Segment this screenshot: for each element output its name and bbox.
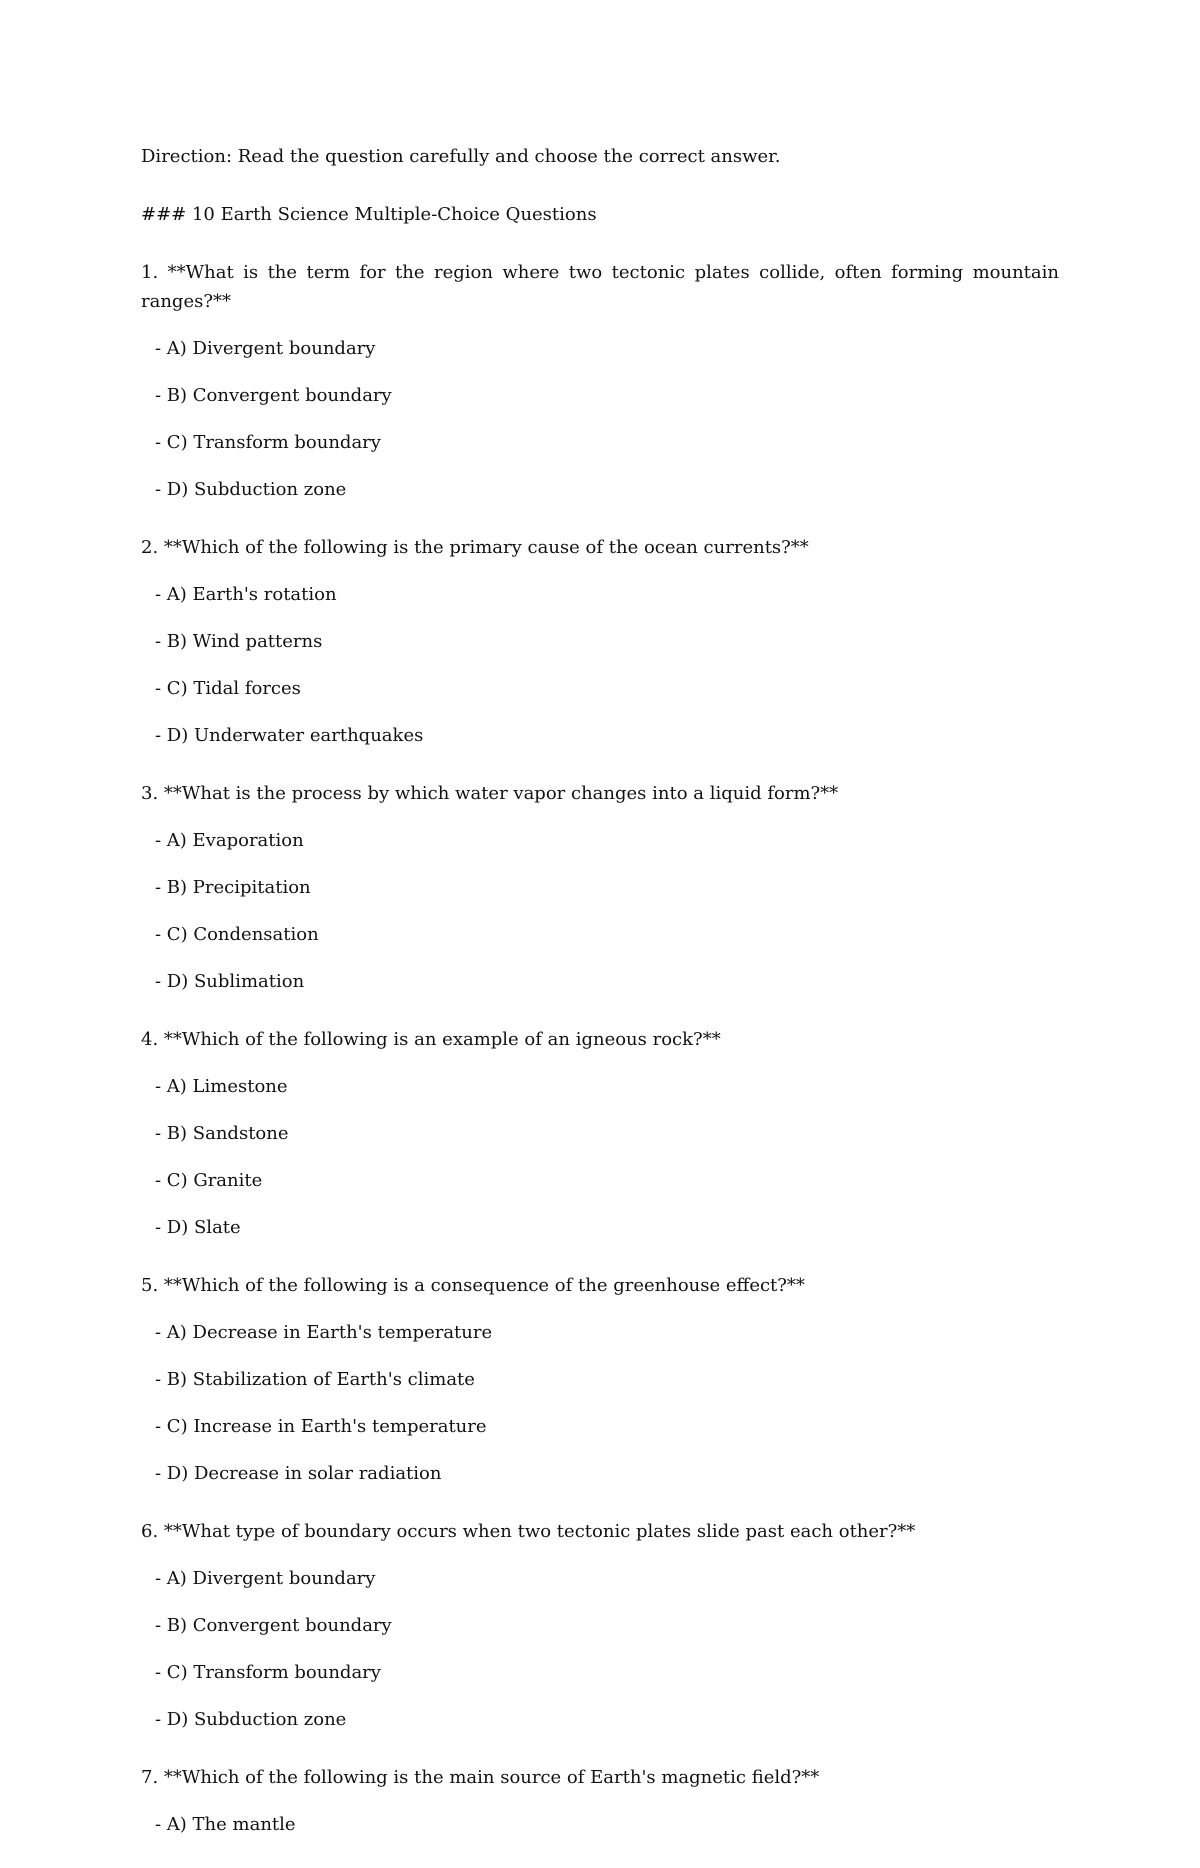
question-4 — [141, 1025, 1059, 1242]
option-b: - B) Wind patterns — [155, 631, 323, 652]
question-7 — [141, 1763, 1059, 1839]
option-d: - D) Decrease in solar radiation — [155, 1463, 442, 1484]
option-c: - C) Granite — [155, 1170, 263, 1191]
option-c: - C) Increase in Earth's temperature — [155, 1416, 487, 1437]
option-d: - D) Underwater earthquakes — [155, 725, 424, 746]
option-c: - C) Tidal forces — [155, 678, 301, 699]
option-a: - A) Divergent boundary — [155, 1568, 376, 1589]
option-b: - B) Stabilization of Earth's climate — [155, 1369, 475, 1390]
option-c: - C) Transform boundary — [155, 432, 381, 453]
option-d: - D) Sublimation — [155, 971, 305, 992]
question-text: 4. **Which of the following is an example of an igneous rock?** — [141, 1029, 721, 1050]
question-text: 5. **Which of the following is a consequence of the greenhouse effect?** — [141, 1275, 805, 1296]
question-6 — [141, 1517, 1059, 1734]
document-page — [141, 142, 1059, 1868]
option-d: - D) Slate — [155, 1217, 241, 1238]
direction-text: Direction: Read the question carefully and choose the correct answer. — [141, 146, 781, 167]
question-1 — [141, 258, 1059, 504]
option-b: - B) Precipitation — [155, 877, 311, 898]
option-b: - B) Convergent boundary — [155, 1615, 392, 1636]
option-d: - D) Subduction zone — [155, 479, 347, 500]
question-text: 6. **What type of boundary occurs when two tectonic plates slide past each other?** — [141, 1521, 916, 1542]
question-text: 3. **What is the process by which water vapor changes into a liquid form?** — [141, 783, 839, 804]
question-3 — [141, 779, 1059, 996]
question-text: 7. **Which of the following is the main source of Earth's magnetic field?** — [141, 1767, 820, 1788]
option-a: - A) The mantle — [155, 1814, 296, 1835]
question-2 — [141, 533, 1059, 750]
option-d: - D) Subduction zone — [155, 1709, 347, 1730]
option-c: - C) Condensation — [155, 924, 319, 945]
option-b: - B) Convergent boundary — [155, 385, 392, 406]
option-a: - A) Earth's rotation — [155, 584, 337, 605]
question-5 — [141, 1271, 1059, 1488]
section-heading: ### 10 Earth Science Multiple-Choice Questions — [141, 204, 597, 225]
option-a: - A) Limestone — [155, 1076, 288, 1097]
question-text: 1. **What is the term for the region where two tectonic plates collide, often forming mountain ranges?** — [141, 262, 1059, 312]
option-a: - A) Evaporation — [155, 830, 304, 851]
option-a: - A) Divergent boundary — [155, 338, 376, 359]
option-b: - B) Sandstone — [155, 1123, 289, 1144]
option-c: - C) Transform boundary — [155, 1662, 381, 1683]
question-text: 2. **Which of the following is the primary cause of the ocean currents?** — [141, 537, 809, 558]
option-a: - A) Decrease in Earth's temperature — [155, 1322, 493, 1343]
